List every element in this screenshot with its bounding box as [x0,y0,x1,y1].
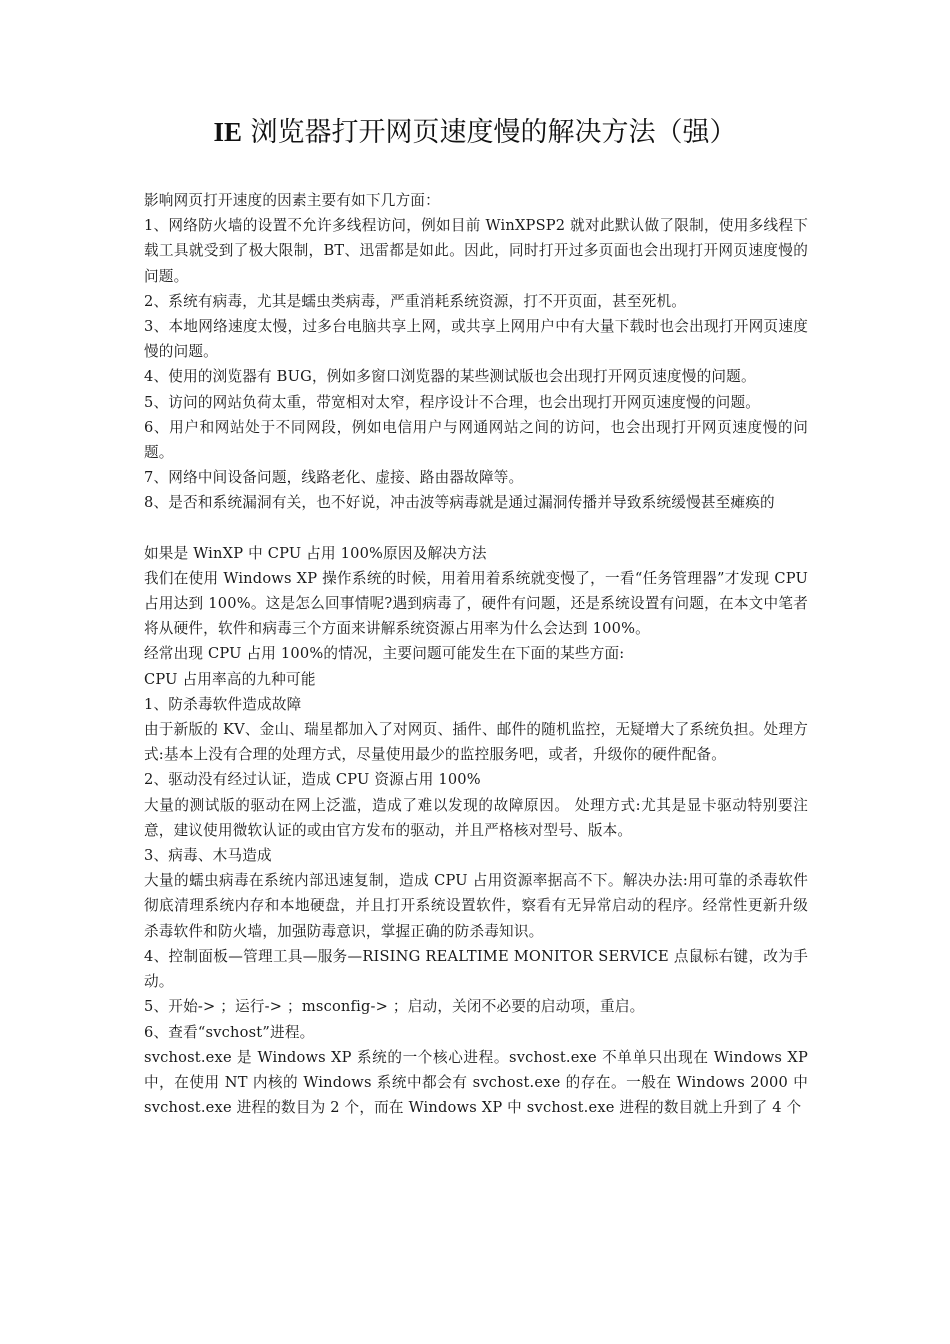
paragraph: 由于新版的 KV、金山、瑞星都加入了对网页、插件、邮件的随机监控，无疑增大了系统负担。处理方式:基本上没有合理的处理方式，尽量使用最少的监控服务吧，或者，升级你的硬件配备。 [144,721,808,764]
paragraph-gap [144,516,808,541]
paragraph: 大量的测试版的驱动在网上泛滥，造成了难以发现的故障原因。 处理方式:尤其是显卡驱动特别要注意，建议使用微软认证的或由官方发布的驱动，并且严格核对型号、版本。 [144,796,808,839]
paragraph: 7、网络中间设备问题，线路老化、虚接、路由器故障等。 [144,469,524,487]
paragraph: 经常出现 CPU 占用 100%的情况，主要问题可能发生在下面的某些方面: [144,645,625,663]
paragraph: 4、控制面板—管理工具—服务—RISING REALTIME MONITOR SERVICE 点鼠标右键，改为手动。 [144,947,808,991]
document-body [144,188,808,1120]
section-factors [144,188,808,516]
document-title [0,112,950,153]
title-latin: IE [213,117,242,147]
paragraph: 我们在使用 Windows XP 操作系统的时候，用着用着系统就变慢了，一看“任务管理器”才发现 CPU 占用达到 100%。这是怎么回事情呢?遇到病毒了，硬件有问题，还是系统设置有问题，在本文中笔者将从硬件，软件和病毒三个方面来讲解系统资源占用率为什么会达到 100%。 [144,569,808,638]
paragraph: 6、用户和网站处于不同网段，例如电信用户与网通网站之间的访问，也会出现打开网页速度慢的问题。 [144,418,808,462]
title-text: 浏览器打开网页速度慢的解决方法（强） [241,117,737,148]
paragraph: 大量的蠕虫病毒在系统内部迅速复制，造成 CPU 占用资源率据高不下。解决办法:用可靠的杀毒软件彻底清理系统内存和本地硬盘，并且打开系统设置软件，察看有无异常启动的程序。经常性更新升级杀毒软件和防火墙，加强防毒意识，掌握正确的防杀毒知识。 [144,872,808,940]
paragraph: svchost.exe 是 Windows XP 系统的一个核心进程。svchost.exe 不单单只出现在 Windows XP 中，在使用 NT 内核的 Windows 系统中都会有 svchost.exe 的存在。一般在 Windows 2000 中 svchost.exe 进程的数目为 2 个，而在 Windows XP 中 svchost.exe 进程的数目就上升到了 4 个 [144,1048,808,1117]
paragraph: 3、病毒、木马造成 [144,847,272,865]
paragraph: 如果是 WinXP 中 CPU 占用 100%原因及解决方法 [144,544,487,562]
paragraph: 8、是否和系统漏洞有关，也不好说，冲击波等病毒就是通过漏洞传播并导致系统缓慢甚至瘫痪的 [144,494,775,512]
paragraph: 5、开始-> ；运行-> ；msconfig-> ；启动，关闭不必要的启动项，重启。 [144,998,645,1016]
paragraph: 1、网络防火墙的设置不允许多线程访问，例如目前 WinXPSP2 就对此默认做了限制，使用多线程下载工具就受到了极大限制，BT、迅雷都是如此。因此，同时打开过多页面也会出现打开网页速度慢的问题。 [144,217,808,285]
paragraph: 6、查看“svchost”进程。 [144,1023,315,1041]
paragraph: 2、驱动没有经过认证，造成 CPU 资源占用 100% [144,771,481,789]
paragraph: 影响网页打开速度的因素主要有如下几方面： [144,192,440,209]
paragraph: 3、本地网络速度太慢，过多台电脑共享上网，或共享上网用户中有大量下载时也会出现打开网页速度慢的问题。 [144,318,808,361]
paragraph: 5、访问的网站负荷太重，带宽相对太窄，程序设计不合理，也会出现打开网页速度慢的问题。 [144,393,761,411]
section-cpu [144,541,808,1121]
paragraph: CPU 占用率高的九种可能 [144,670,316,688]
paragraph: 2、系统有病毒，尤其是蠕虫类病毒，严重消耗系统资源，打不开页面，甚至死机。 [144,292,687,310]
paragraph: 1、防杀毒软件造成故障 [144,695,302,713]
paragraph: 4、使用的浏览器有 BUG，例如多窗口浏览器的某些测试版也会出现打开网页速度慢的问题。 [144,368,756,386]
